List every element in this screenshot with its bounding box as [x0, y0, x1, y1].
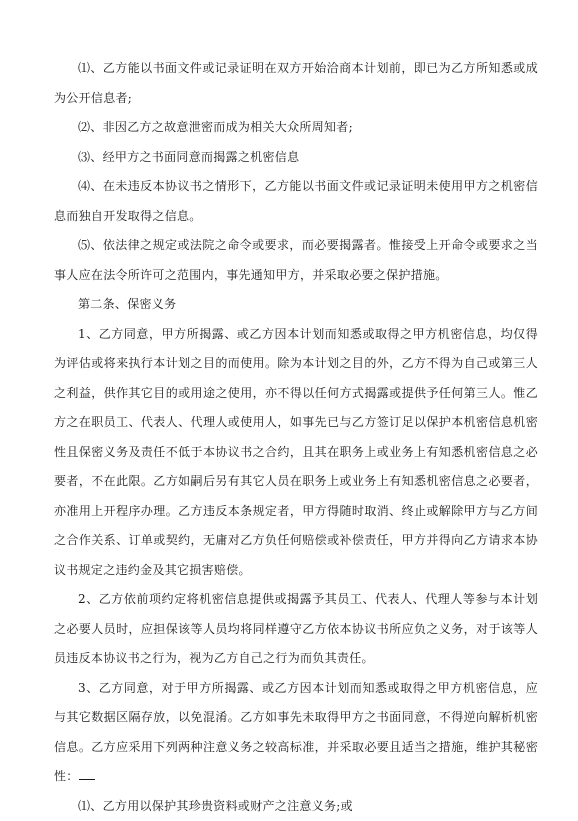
obligation-clause-3 — [54, 674, 538, 792]
exception-item-5: ⑸、依法律之规定或法院之命令或要求，而必要揭露者。惟接受上开命令或要求之当事人应在法令所许可之范围内，事先通知甲方，并采取必要之保护措施。 — [54, 231, 538, 290]
fill-in-blank — [79, 769, 95, 780]
exception-item-1: ⑴、乙方能以书面文件或记录证明在双方开始洽商本计划前，即已为乙方所知悉或成为公开信息者; — [54, 0, 538, 113]
obligation-clause-2: 2、乙方依前项约定将机密信息提供或揭露予其员工、代表人、代理人等参与本计划之必要人员时，应担保该等人员均将同样遵守乙方依本协议书所应负之义务，对于该等人员违反本协议书之行为，视为乙方自己之行为而负其责任。 — [54, 585, 538, 674]
exception-item-2: ⑵、非因乙方之故意泄密而成为相关大众所周知者; — [54, 113, 538, 143]
obligation-clause-3-text: 3、乙方同意，对于甲方所揭露、或乙方因本计划而知悉或取得之甲方机密信息，应与其它数据区隔存放，以免混淆。乙方如事先未取得甲方之书面同意，不得逆向解析机密信息。乙方应采用下列两种注意义务之较高标准，并采取必要且适当之措施，维护其秘密性： — [54, 681, 538, 784]
section-heading-article-2: 第二条、保密义务 — [54, 290, 538, 320]
care-standard-item-1: ⑴、乙方用以保护其珍贵资料或财产之注意义务;或 — [54, 792, 538, 821]
exception-item-3: ⑶、经甲方之书面同意而揭露之机密信息 — [54, 143, 538, 173]
obligation-clause-1: 1、乙方同意，甲方所揭露、或乙方因本计划而知悉或取得之甲方机密信息，均仅得为评估或将来执行本计划之目的而使用。除为本计划之目的外，乙方不得为自己或第三人之利益，供作其它目的或用途之使用，亦不得以任何方式揭露或提供予任何第三人。惟乙方之在职员工、代表人、代理人或使用人，如事先已与乙方签订足以保护本机密信息机密性且保密义务及责任不低于本协议书之合约，且其在职务上或业务上有知悉机密信息之必要者，不在此限。乙方如嗣后另有其它人员在职务上或业务上有知悉机密信息之必要者，亦准用上开程序办理。乙方违反本条规定者，甲方得随时取消、终止或解除甲方与乙方间之合作关系、订单或契约，无庸对乙方负任何赔偿或补偿责任，甲方并得向乙方请求本协议书规定之违约金及其它损害赔偿。 — [54, 320, 538, 586]
exception-item-4: ⑷、在未违反本协议书之情形下，乙方能以书面文件或记录证明未使用甲方之机密信息而独自开发取得之信息。 — [54, 172, 538, 231]
